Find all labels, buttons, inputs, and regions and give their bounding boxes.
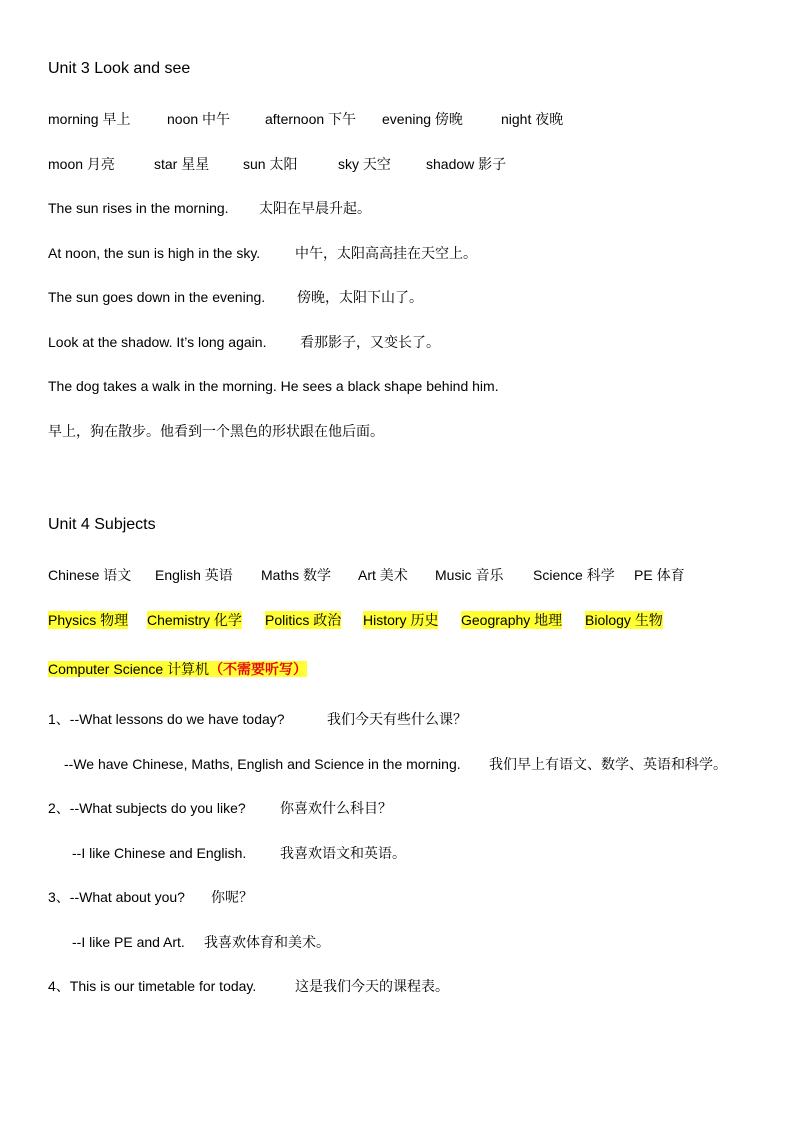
dialog-en: --I like Chinese and English. bbox=[72, 845, 247, 861]
subject-zh: 地理 bbox=[534, 612, 563, 628]
dialog-zh: 我喜欢体育和美术。 bbox=[204, 934, 330, 950]
subject-highlight bbox=[461, 611, 562, 629]
dialog-line bbox=[64, 755, 727, 773]
subject-en: History bbox=[363, 612, 407, 628]
dialog-number: 4、 bbox=[48, 978, 70, 994]
unit4-heading: Unit 4 Subjects bbox=[48, 516, 156, 533]
vocab-item: morning 早上 bbox=[48, 111, 131, 127]
dialog-zh: 我喜欢语文和英语。 bbox=[280, 845, 406, 861]
vocab-item: evening 傍晚 bbox=[382, 111, 463, 127]
subject-zh: 政治 bbox=[313, 612, 342, 628]
subject-zh: 物理 bbox=[100, 612, 129, 628]
subject-highlight bbox=[48, 611, 128, 629]
sentence-en: The sun goes down in the evening. bbox=[48, 289, 266, 305]
dialog-zh: 你喜欢什么科目？ bbox=[280, 800, 392, 816]
dialog-en: --What subjects do you like? bbox=[69, 800, 246, 816]
dialog-en: --What lessons do we have today? bbox=[69, 711, 285, 727]
vocab-item: shadow 影子 bbox=[426, 156, 507, 172]
sentence-line bbox=[48, 333, 440, 351]
computer-science-line bbox=[48, 660, 307, 678]
subject-zh: 计算机 bbox=[167, 661, 210, 677]
vocab-item: star 星星 bbox=[154, 156, 210, 172]
dialog-en: --I like PE and Art. bbox=[72, 934, 185, 950]
dialog-zh: 你呢？ bbox=[211, 889, 253, 905]
story-zh: 早上，狗在散步。他看到一个黑色的形状跟在他后面。 bbox=[48, 423, 384, 439]
subject-en: Geography bbox=[461, 612, 531, 628]
subject-item: PE 体育 bbox=[634, 567, 685, 583]
subject-highlight bbox=[147, 611, 242, 629]
vocab-item: night 夜晚 bbox=[501, 111, 564, 127]
story-en: The dog takes a walk in the morning. He sees a black shape behind him. bbox=[48, 378, 499, 394]
sentence-zh: 中午，太阳高高挂在天空上。 bbox=[295, 245, 477, 261]
vocab-item: noon 中午 bbox=[167, 111, 231, 127]
vocab-item: afternoon 下午 bbox=[265, 111, 357, 127]
subject-item: Maths 数学 bbox=[261, 567, 332, 583]
dialog-line bbox=[48, 977, 449, 995]
subject-zh: 生物 bbox=[634, 612, 663, 628]
sentence-en: The sun rises in the morning. bbox=[48, 200, 229, 216]
subject-highlight bbox=[585, 611, 663, 629]
dialog-zh: 这是我们今天的课程表。 bbox=[295, 978, 449, 994]
sentence-zh: 傍晚，太阳下山了。 bbox=[297, 289, 423, 305]
subject-en: Physics bbox=[48, 612, 97, 628]
vocab-item: sky 天空 bbox=[338, 156, 391, 172]
unit3-heading: Unit 3 Look and see bbox=[48, 60, 191, 77]
sentence-line bbox=[48, 244, 477, 262]
subject-item: Music 音乐 bbox=[435, 567, 504, 583]
dialog-line bbox=[48, 799, 392, 817]
subject-item: Chinese 语文 bbox=[48, 567, 132, 583]
sentence-zh: 太阳在早晨升起。 bbox=[259, 200, 371, 216]
dialog-en: This is our timetable for today. bbox=[69, 978, 257, 994]
subject-item: Art 美术 bbox=[358, 567, 408, 583]
vocab-item: moon 月亮 bbox=[48, 156, 115, 172]
subject-highlight bbox=[265, 611, 341, 629]
dialog-en: --What about you? bbox=[69, 889, 185, 905]
subject-zh: 历史 bbox=[410, 612, 439, 628]
dialog-number: 3、 bbox=[48, 889, 70, 905]
subject-en: Computer Science bbox=[48, 661, 164, 677]
dialog-line bbox=[48, 888, 253, 906]
sentence-zh: 看那影子，又变长了。 bbox=[300, 334, 440, 350]
subject-highlight bbox=[363, 611, 438, 629]
subject-item: Science 科学 bbox=[533, 567, 615, 583]
dialog-en: --We have Chinese, Maths, English and Science in the morning. bbox=[64, 756, 461, 772]
sentence-en: Look at the shadow. It’s long again. bbox=[48, 334, 267, 350]
subject-zh: 化学 bbox=[213, 612, 242, 628]
dialog-line bbox=[72, 933, 330, 951]
dialog-line bbox=[72, 844, 406, 862]
sentence-line bbox=[48, 199, 371, 217]
dialog-number: 2、 bbox=[48, 800, 70, 816]
subject-en: Politics bbox=[265, 612, 310, 628]
vocab-item: sun 太阳 bbox=[243, 156, 298, 172]
dialog-number: 1、 bbox=[48, 711, 70, 727]
subject-en: Chemistry bbox=[147, 612, 211, 628]
sentence-line bbox=[48, 288, 423, 306]
dictation-note: （不需要听写） bbox=[209, 661, 308, 677]
dialog-zh: 我们早上有语文、数学、英语和科学。 bbox=[489, 756, 727, 772]
subject-item: English 英语 bbox=[155, 567, 233, 583]
subject-en: Biology bbox=[585, 612, 631, 628]
dialog-zh: 我们今天有些什么课？ bbox=[327, 711, 467, 727]
sentence-en: At noon, the sun is high in the sky. bbox=[48, 245, 261, 261]
subject-highlight bbox=[48, 661, 307, 677]
dialog-line bbox=[48, 710, 467, 728]
